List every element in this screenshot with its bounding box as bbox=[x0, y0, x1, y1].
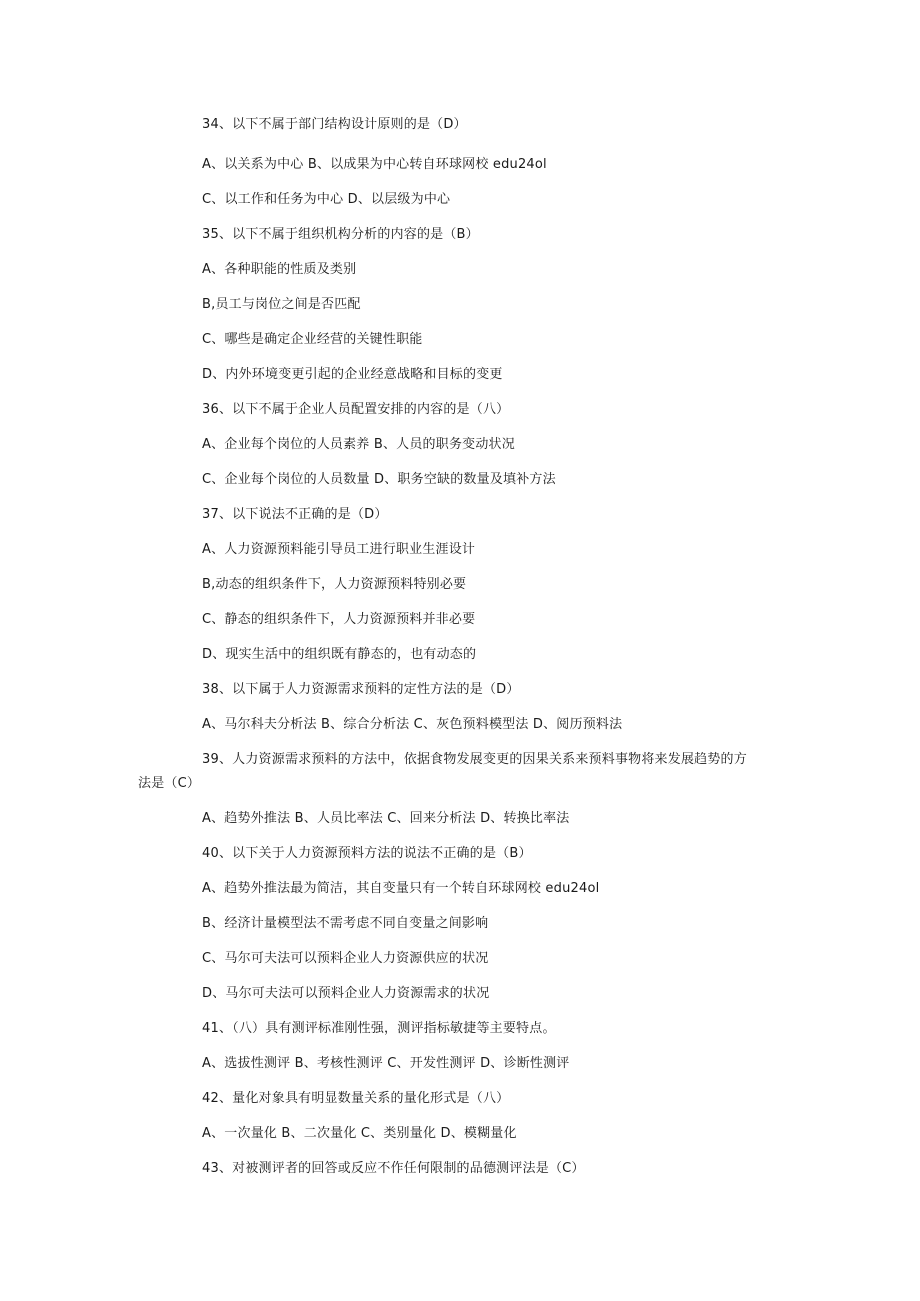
question-42-options: A、一次量化 B、二次量化 C、类别量化 D、模糊量化 bbox=[202, 1126, 517, 1141]
question-37-option-d: D、现实生活中的组织既有静态的，也有动态的 bbox=[202, 647, 477, 662]
question-35-option-d: D、内外环境变更引起的企业经意战略和目标的变更 bbox=[202, 367, 503, 382]
question-39-options: A、趋势外推法 B、人员比率法 C、回来分析法 D、转换比率法 bbox=[202, 811, 570, 826]
question-39: 39、人力资源需求预料的方法中，依据食物发展变更的因果关系来预料事物将来发展趋势的方 bbox=[202, 752, 747, 767]
question-38-options: A、马尔科夫分析法 B、综合分析法 C、灰色预料模型法 D、阅历预料法 bbox=[202, 717, 623, 732]
question-38: 38、以下属于人力资源需求预料的定性方法的是（D） bbox=[202, 682, 520, 697]
question-35-option-c: C、哪些是确定企业经营的关键性职能 bbox=[202, 332, 423, 347]
question-37-option-c: C、静态的组织条件下，人力资源预料并非必要 bbox=[202, 612, 476, 627]
question-34: 34、以下不属于部门结构设计原则的是（D） bbox=[202, 117, 467, 132]
question-37-option-a: A、人力资源预料能引导员工进行职业生涯设计 bbox=[202, 542, 476, 557]
question-43: 43、对被测评者的回答或反应不作任何限制的品德测评法是（C） bbox=[202, 1161, 585, 1176]
question-36-options-ab: A、企业每个岗位的人员素养 B、人员的职务变动状况 bbox=[202, 437, 515, 452]
question-35-option-b: B,员工与岗位之间是否匹配 bbox=[202, 297, 361, 312]
question-34-options-cd: C、以工作和任务为中心 D、以层级为中心 bbox=[202, 192, 451, 207]
question-36: 36、以下不属于企业人员配置安排的内容的是（八） bbox=[202, 402, 510, 417]
question-34-options-ab: A、以关系为中心 B、以成果为中心转自环球网校 edu24ol bbox=[202, 157, 547, 172]
question-40-option-d: D、马尔可夫法可以预料企业人力资源需求的状况 bbox=[202, 986, 490, 1001]
question-40: 40、以下关于人力资源预料方法的说法不正确的是（B） bbox=[202, 846, 532, 861]
question-37-option-b: B,动态的组织条件下，人力资源预料特别必要 bbox=[202, 577, 467, 592]
question-35: 35、以下不属于组织机构分析的内容的是（B） bbox=[202, 227, 479, 242]
question-40-option-b: B、经济计量模型法不需考虑不同自变量之间影响 bbox=[202, 916, 489, 931]
question-40-option-a: A、趋势外推法最为简洁，其自变量只有一个转自环球网校 edu24ol bbox=[202, 881, 600, 896]
question-40-option-c: C、马尔可夫法可以预料企业人力资源供应的状况 bbox=[202, 951, 489, 966]
question-42: 42、量化对象具有明显数量关系的量化形式是（八） bbox=[202, 1091, 510, 1106]
question-39-continued: 法是（C） bbox=[138, 776, 201, 791]
question-37: 37、以下说法不正确的是（D） bbox=[202, 507, 388, 522]
question-41: 41、（八）具有测评标准刚性强，测评指标敏捷等主要特点。 bbox=[202, 1021, 556, 1036]
question-41-options: A、选拔性测评 B、考核性测评 C、开发性测评 D、诊断性测评 bbox=[202, 1056, 570, 1071]
question-36-options-cd: C、企业每个岗位的人员数量 D、职务空缺的数量及填补方法 bbox=[202, 472, 556, 487]
question-35-option-a: A、各种职能的性质及类别 bbox=[202, 262, 357, 277]
